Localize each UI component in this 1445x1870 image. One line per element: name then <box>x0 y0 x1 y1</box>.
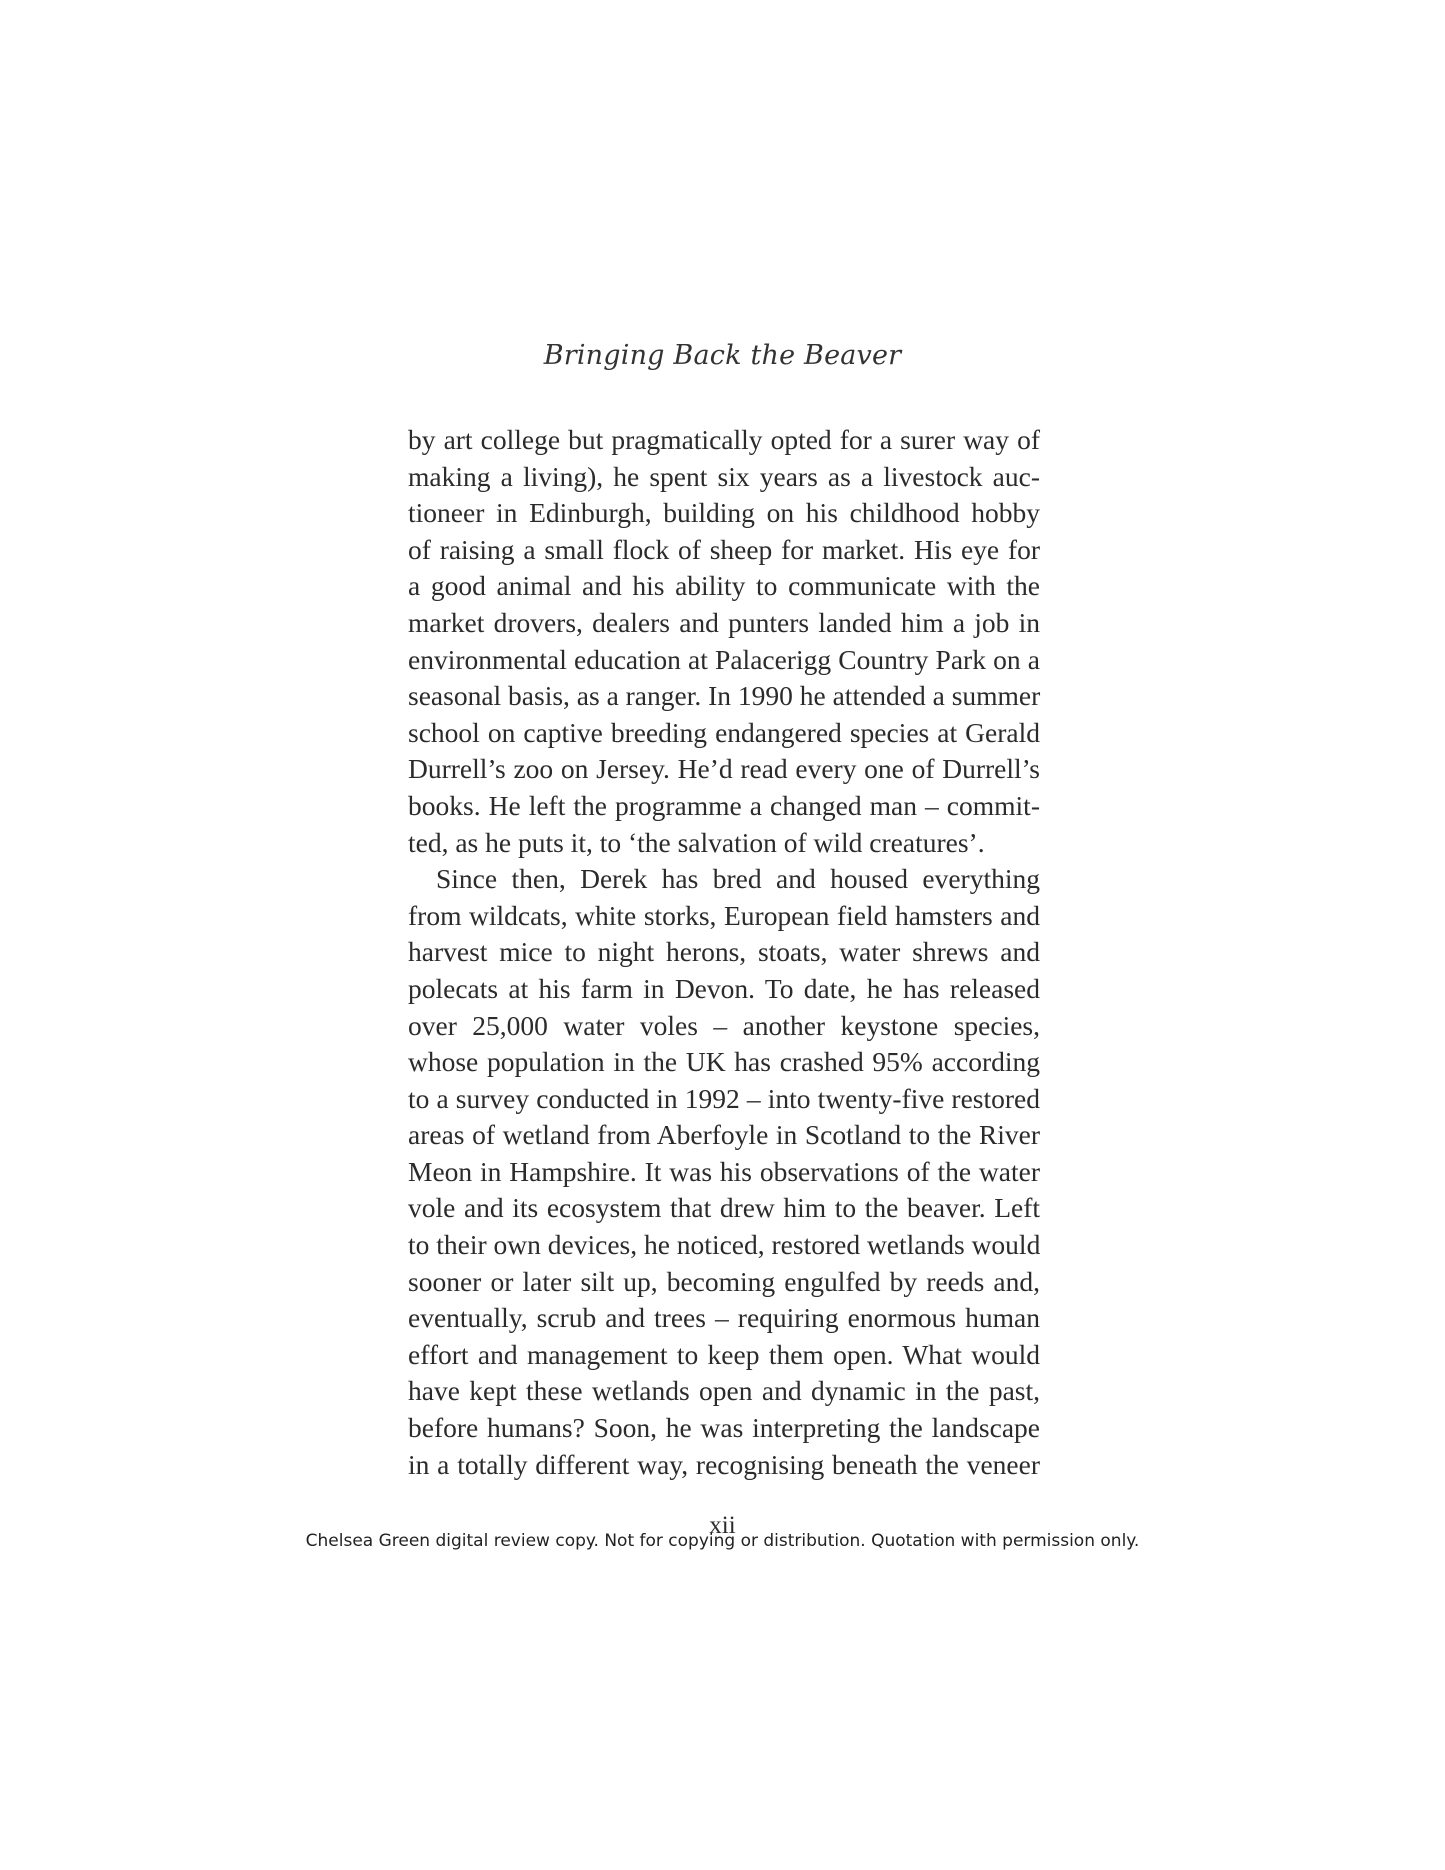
paragraph-2-line: in a totally different way, recognising beneath the veneer <box>408 1448 1040 1480</box>
paragraph-2-line: sooner or later silt up, becoming engulfed by reeds and, <box>408 1265 1040 1297</box>
paragraph-1-line: environmental education at Palacerigg Country Park on a <box>408 643 1040 675</box>
paragraph-1-line: market drovers, dealers and punters landed him a job in <box>408 606 1040 638</box>
paragraph-1-line: school on captive breeding endangered species at Gerald <box>408 716 1040 748</box>
paragraph-1-line: books. He left the programme a changed man – commit- <box>408 789 1040 821</box>
paragraph-2-line: have kept these wetlands open and dynamic in the past, <box>408 1375 1040 1407</box>
paragraph-2-line: areas of wetland from Aberfoyle in Scotland to the River <box>408 1119 1040 1151</box>
paragraph-1-line: making a living), he spent six years as a livestock auc- <box>408 460 1040 492</box>
paragraph-2-line: before humans? Soon, he was interpreting the landscape <box>408 1412 1040 1444</box>
paragraph-2-line: to a survey conducted in 1992 – into twenty-five restored <box>408 1082 1040 1114</box>
paragraph-2-line: Since then, Derek has bred and housed everything <box>436 863 1040 895</box>
paragraph-2-line: whose population in the UK has crashed 95% according <box>408 1046 1040 1078</box>
paragraph-2-line: effort and management to keep them open. What would <box>408 1338 1040 1370</box>
paragraph-2-line: to their own devices, he noticed, restored wetlands would <box>408 1229 1041 1261</box>
review-copy-notice: Chelsea Green digital review copy. Not for copying or distribution. Quotation with permission only. <box>305 1531 1140 1551</box>
paragraph-2-line: Meon in Hampshire. It was his observations of the water <box>408 1155 1040 1187</box>
paragraph-2-line: over 25,000 water voles – another keystone species, <box>408 1009 1040 1041</box>
paragraph-2-line: from wildcats, white storks, European field hamsters and <box>408 899 1040 931</box>
body-text <box>408 422 1040 1483</box>
paragraph-1-line: Durrell’s zoo on Jersey. He’d read every one of Durrell’s <box>408 753 1040 785</box>
paragraph-1-line: a good animal and his ability to communicate with the <box>408 570 1040 602</box>
paragraph-1-line: of raising a small flock of sheep for market. His eye for <box>408 533 1040 565</box>
paragraph-1-line: by art college but pragmatically opted for a surer way of <box>408 424 1040 455</box>
paragraph-1-line: seasonal basis, as a ranger. In 1990 he attended a summer <box>408 680 1041 712</box>
paragraph-2-line: polecats at his farm in Devon. To date, he has released <box>408 972 1040 1004</box>
paragraph-1-line: ted, as he puts it, to ‘the salvation of wild creatures’. <box>408 826 985 858</box>
paragraph-2-line: vole and its ecosystem that drew him to the beaver. Left <box>408 1192 1040 1224</box>
page-number: xii <box>709 1512 736 1539</box>
running-head: Bringing Back the Beaver <box>543 340 902 371</box>
paragraph-2-line: harvest mice to night herons, stoats, water shrews and <box>408 936 1040 968</box>
paragraph-1-line: tioneer in Edinburgh, building on his childhood hobby <box>408 497 1040 529</box>
paragraph-2-line: eventually, scrub and trees – requiring enormous human <box>408 1302 1040 1334</box>
